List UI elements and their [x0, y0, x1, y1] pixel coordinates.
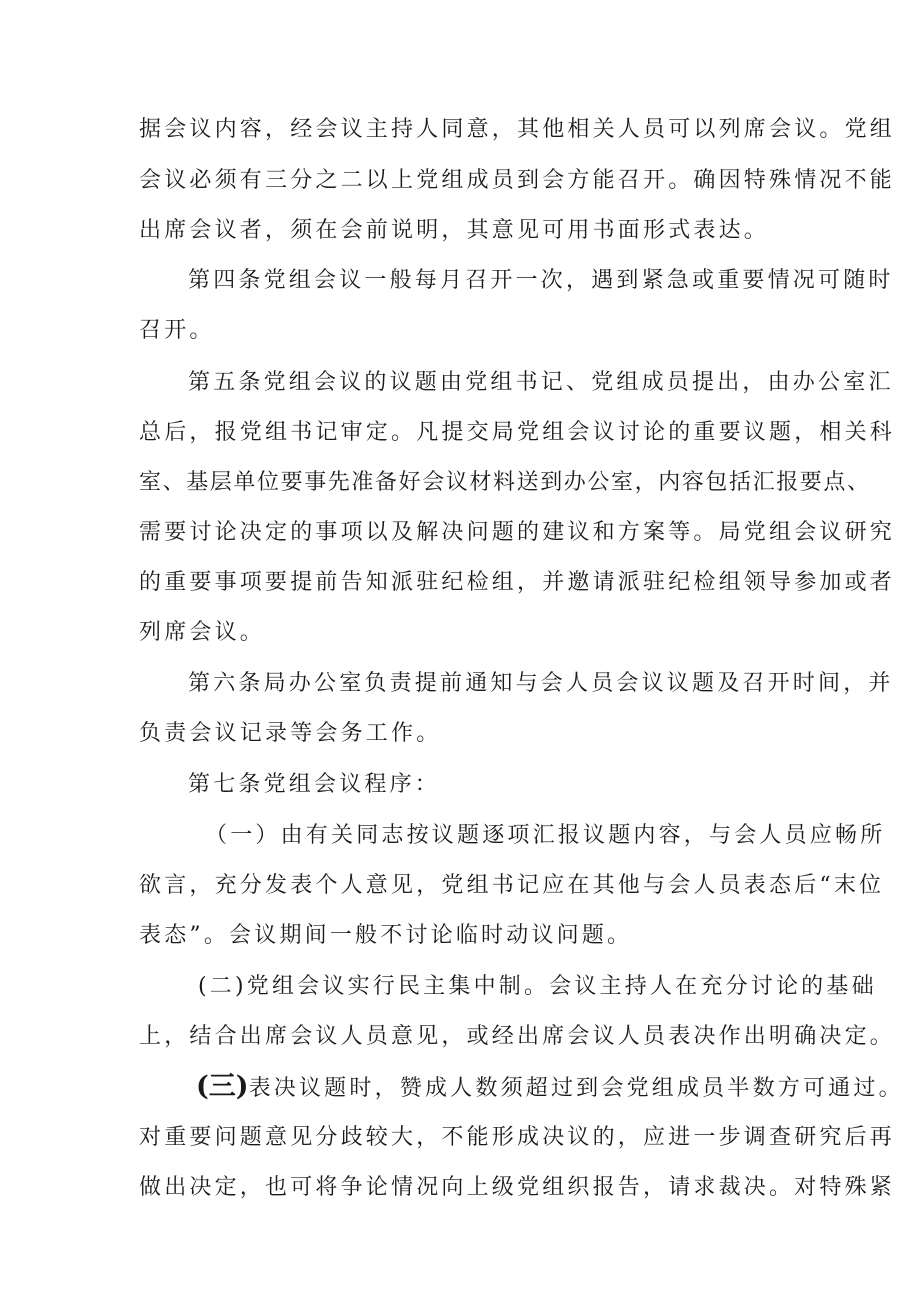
text-line: 总后，报党组书记审定。凡提交局党组会议讨论的重要议题，相关科	[139, 420, 896, 445]
text-line: 室、基层单位要事先准备好会议材料送到办公室，内容包括汇报要点、	[139, 470, 871, 495]
text-line: 据会议内容，经会议主持人同意，其他相关人员可以列席会议。党组	[139, 117, 896, 142]
item-3-line	[196, 1072, 904, 1104]
text-line: 会议必须有三分之二以上党组成员到会方能召开。确因特殊情况不能	[139, 168, 896, 193]
article-6-heading-line: 第六条局办公室负责提前通知与会人员会议议题及召开时间，并	[188, 671, 894, 696]
text-line: 召开。	[139, 318, 215, 343]
text-line: 的重要事项要提前告知派驻纪检组，并邀请派驻纪检组领导参加或者	[139, 570, 896, 595]
text-line: 列席会议。	[139, 620, 266, 645]
text-line: 表态”。会议期间一般不讨论临时动议问题。	[139, 923, 633, 948]
item-1-line: （一）由有关同志按议题逐项汇报议题内容，与会人员应畅所	[205, 823, 886, 848]
item-3-text: 表决议题时，赞成人数须超过到会党组成员半数方可通过。	[248, 1076, 904, 1101]
item-3-marker: (三)	[196, 1071, 249, 1102]
text-line: 需要讨论决定的事项以及解决问题的建议和方案等。局党组会议研究	[139, 520, 896, 545]
text-line: 对重要问题意见分歧较大，不能形成决议的，应进一步调查研究后再	[139, 1125, 896, 1150]
text-line: 上，结合出席会议人员意见，或经出席会议人员表决作出明确决定。	[139, 1024, 896, 1049]
text-line: 出席会议者，须在会前说明，其意见可用书面形式表达。	[139, 218, 770, 243]
article-7-heading-line: 第七条党组会议程序：	[188, 772, 441, 797]
text-line: 欲言，充分发表个人意见，党组书记应在其他与会人员表态后“末位	[139, 873, 885, 898]
article-4-heading-line: 第四条党组会议一般每月召开一次，遇到紧急或重要情况可随时	[188, 268, 894, 293]
text-line: 负责会议记录等会务工作。	[139, 721, 442, 746]
text-line: 做出决定，也可将争论情况向上级党组织报告，请求裁决。对特殊紧	[139, 1175, 896, 1200]
article-5-heading-line: 第五条党组会议的议题由党组书记、党组成员提出，由办公室汇	[188, 370, 894, 395]
item-2-line: (二)党组会议实行民主集中制。会议主持人在充分讨论的基础	[198, 974, 877, 999]
